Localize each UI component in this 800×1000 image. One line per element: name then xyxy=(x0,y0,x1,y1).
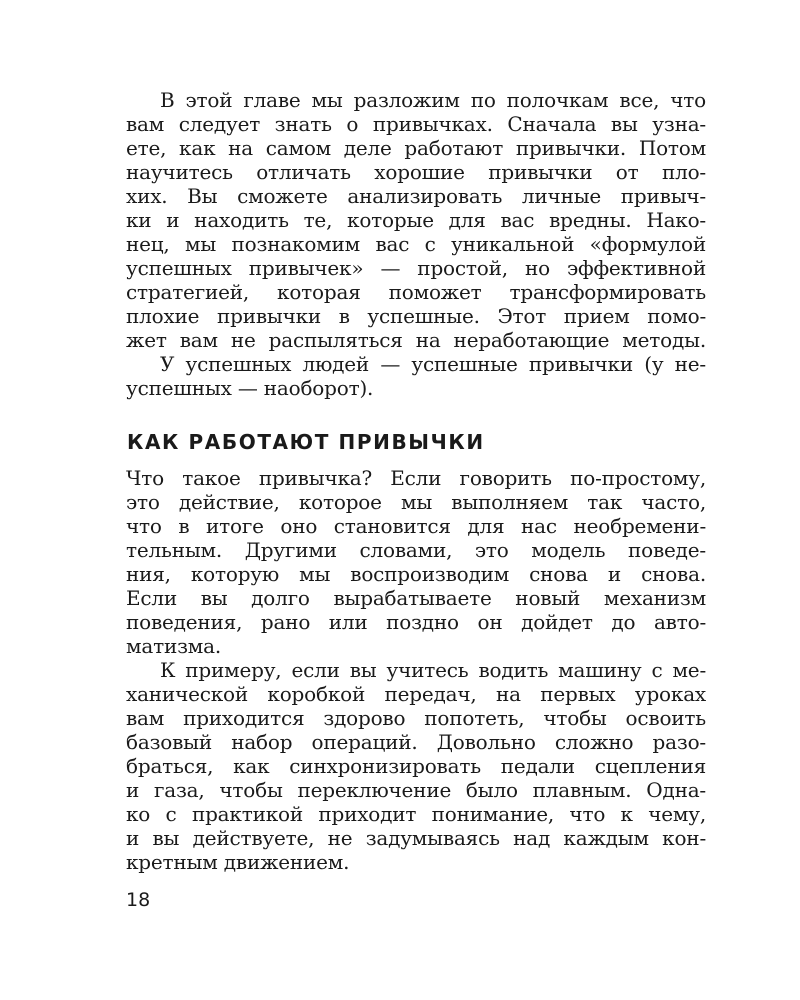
section-line: ко с практикой приходит понимание, что к чему, xyxy=(126,802,706,826)
intro-line: ки и находить те, которые для вас вредны. Нако- xyxy=(126,208,706,232)
section-line: вам приходится здорово попотеть, чтобы освоить xyxy=(126,706,706,730)
section-line: базовый набор операций. Довольно сложно разо- xyxy=(126,730,706,754)
intro-line: успешных — наоборот). xyxy=(126,376,374,400)
section-heading: КАК РАБОТАЮТ ПРИВЫЧКИ xyxy=(127,430,485,454)
section-line: что в итоге оно становится для нас необремени- xyxy=(126,514,706,538)
section-line: это действие, которое мы выполняем так часто, xyxy=(126,490,706,514)
section-line: ния, которую мы воспроизводим снова и снова. xyxy=(126,562,706,586)
intro-line: жет вам не распыляться на неработающие методы. xyxy=(126,328,706,352)
intro-line: успешных привычек» — простой, но эффективной xyxy=(126,256,706,280)
intro-line: вам следует знать о привычках. Сначала вы узна- xyxy=(126,112,706,136)
intro-line: плохие привычки в успешные. Этот прием помо- xyxy=(126,304,706,328)
section-line: тельным. Другими словами, это модель поведе- xyxy=(126,538,706,562)
section-line: поведения, рано или поздно он дойдет до авто- xyxy=(126,610,706,634)
intro-line: В этой главе мы разложим по полочкам все, что xyxy=(160,88,706,112)
section-line: К примеру, если вы учитесь водить машину с ме- xyxy=(160,658,706,682)
section-line: ханической коробкой передач, на первых уроках xyxy=(126,682,706,706)
section-line: и газа, чтобы переключение было плавным. Одна- xyxy=(126,778,706,802)
intro-line: научитесь отличать хорошие привычки от пло- xyxy=(126,160,706,184)
section-line: Что такое привычка? Если говорить по-простому, xyxy=(126,466,706,490)
section-line: Если вы долго вырабатываете новый механизм xyxy=(126,586,706,610)
intro-line: У успешных людей — успешные привычки (у не- xyxy=(160,352,706,376)
intro-line: хих. Вы сможете анализировать личные привыч- xyxy=(126,184,706,208)
intro-line: ете, как на самом деле работают привычки. Потом xyxy=(126,136,706,160)
section-line: и вы действуете, не задумываясь над каждым кон- xyxy=(126,826,706,850)
section-line: матизма. xyxy=(126,634,222,658)
intro-line: нец, мы познакомим вас с уникальной «формулой xyxy=(126,232,706,256)
page-number: 18 xyxy=(126,889,151,911)
section-line: браться, как синхронизировать педали сцепления xyxy=(126,754,706,778)
intro-line: стратегией, которая поможет трансформировать xyxy=(126,280,706,304)
section-line: кретным движением. xyxy=(126,850,350,874)
